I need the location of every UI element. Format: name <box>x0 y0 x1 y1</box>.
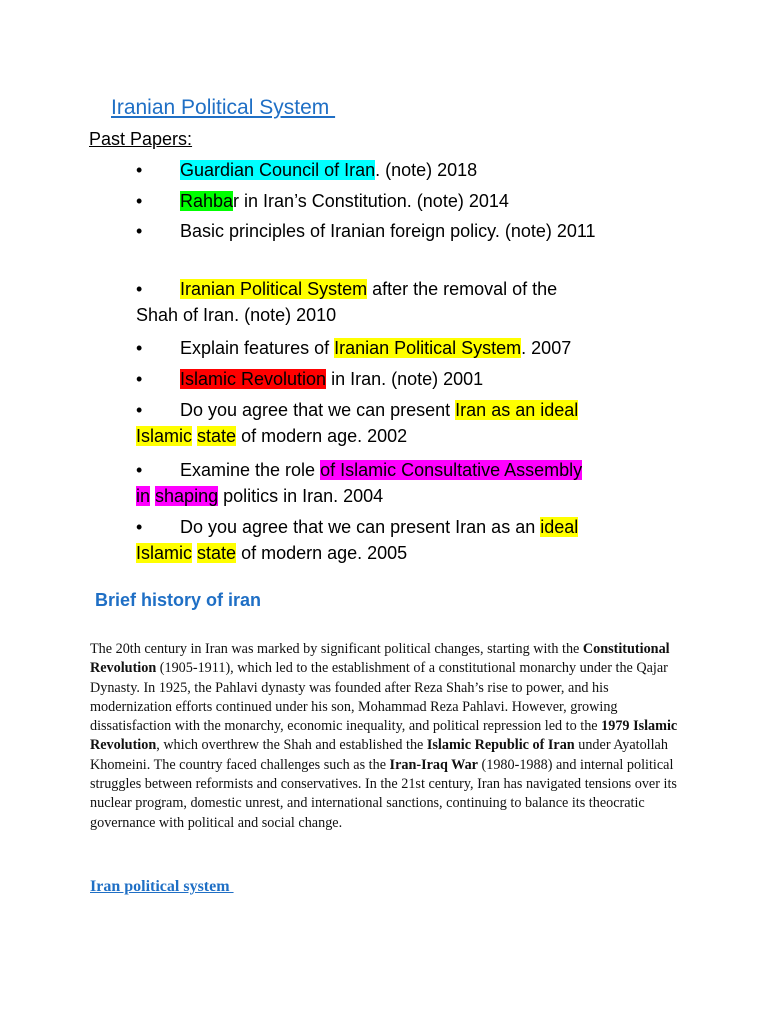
list-item <box>136 457 596 509</box>
bullet-glyph: • <box>136 191 143 211</box>
iran-political-system-heading: Iran political system <box>90 878 234 895</box>
highlighted-text: ideal <box>540 517 579 537</box>
paragraph-text: under Ayatollah Khomeini. The country faced challenges such as the <box>90 737 668 773</box>
highlighted-text: Iranian Political System <box>334 338 522 358</box>
list-item <box>136 366 596 392</box>
item-text: politics in Iran. 2004 <box>218 486 384 506</box>
highlighted-text: Iranian Political System <box>180 279 368 299</box>
highlighted-text: Islamic <box>136 543 193 563</box>
bullet-glyph: • <box>136 160 143 180</box>
highlighted-text: shaping <box>155 486 219 506</box>
item-text: of modern age. 2005 <box>236 543 408 563</box>
item-text: Explain features of <box>180 338 335 358</box>
bold-term: Iran-Iraq War <box>389 756 478 773</box>
item-text: in Iran. (note) 2001 <box>326 369 484 389</box>
item-text: r in Iran’s Constitution. (note) 2014 <box>233 191 509 211</box>
list-item <box>136 276 596 328</box>
highlighted-text: Islamic Revolution <box>180 369 327 389</box>
highlighted-text: Guardian Council of Iran <box>180 160 376 180</box>
item-text: . 2007 <box>521 338 572 358</box>
item-text: of modern age. 2002 <box>236 426 408 446</box>
highlighted-text: Iran as an ideal <box>455 400 579 420</box>
list-item <box>136 397 596 449</box>
brief-history-heading: Brief history of iran <box>95 590 262 610</box>
bullet-glyph: • <box>136 460 143 480</box>
highlighted-text: state <box>197 543 237 563</box>
item-text: after the removal of the Shah of Iran. (note) 2010 <box>136 279 558 325</box>
bold-term: Islamic Republic of Iran <box>426 737 575 754</box>
history-paragraph <box>90 640 690 833</box>
paragraph-text: (1980-1988) and internal political struggles between reformists and conservatives. In the 21st century, Iran has navigated tensions over its nuclear program, domestic unrest, and international sanctions, continuing to balance its theocratic governance with political and social change. <box>90 756 677 831</box>
list-item <box>136 335 596 361</box>
bullet-glyph: • <box>136 221 143 241</box>
list-item <box>136 157 596 183</box>
list-item <box>136 514 596 566</box>
highlighted-text: Rahba <box>180 191 234 211</box>
bold-term: Constitutional Revolution <box>90 641 670 677</box>
document-title: Iranian Political System <box>111 96 336 119</box>
item-text: Do you agree that we can present <box>180 400 456 420</box>
paragraph-text: (1905-1911), which led to the establishment of a constitutional monarchy under the Qajar Dynasty. In 1925, the Pahlavi dynasty was founded after Reza Shah’s rise to power, and his modernization efforts continued under his son, Mohammad Reza Pahlavi. However, growing dissatisfaction with the monarchy, economic inequality, and political repression led to the <box>90 660 668 735</box>
paragraph-text: , which overthrew the Shah and established the <box>156 737 427 754</box>
list-item <box>136 188 596 214</box>
bullet-glyph: • <box>136 338 143 358</box>
bullet-glyph: • <box>136 517 143 537</box>
highlighted-text: state <box>197 426 237 446</box>
highlighted-text: Islamic <box>136 426 193 446</box>
item-text: . (note) 2018 <box>375 160 478 180</box>
bullet-glyph: • <box>136 369 143 389</box>
highlighted-text: of Islamic Consultative Assembly <box>320 460 583 480</box>
item-text: Basic principles of Iranian foreign policy. (note) 2011 <box>180 221 596 241</box>
paragraph-text: The 20th century in Iran was marked by significant political changes, starting with the <box>90 641 583 657</box>
bullet-glyph: • <box>136 279 143 299</box>
bold-term: 1979 Islamic Revolution <box>90 718 678 754</box>
highlighted-text: in <box>136 486 151 506</box>
item-text: Examine the role <box>180 460 321 480</box>
list-item <box>136 218 596 244</box>
item-text: Do you agree that we can present Iran as an <box>180 517 541 537</box>
bullet-glyph: • <box>136 400 143 420</box>
past-papers-heading: Past Papers: <box>89 129 193 149</box>
